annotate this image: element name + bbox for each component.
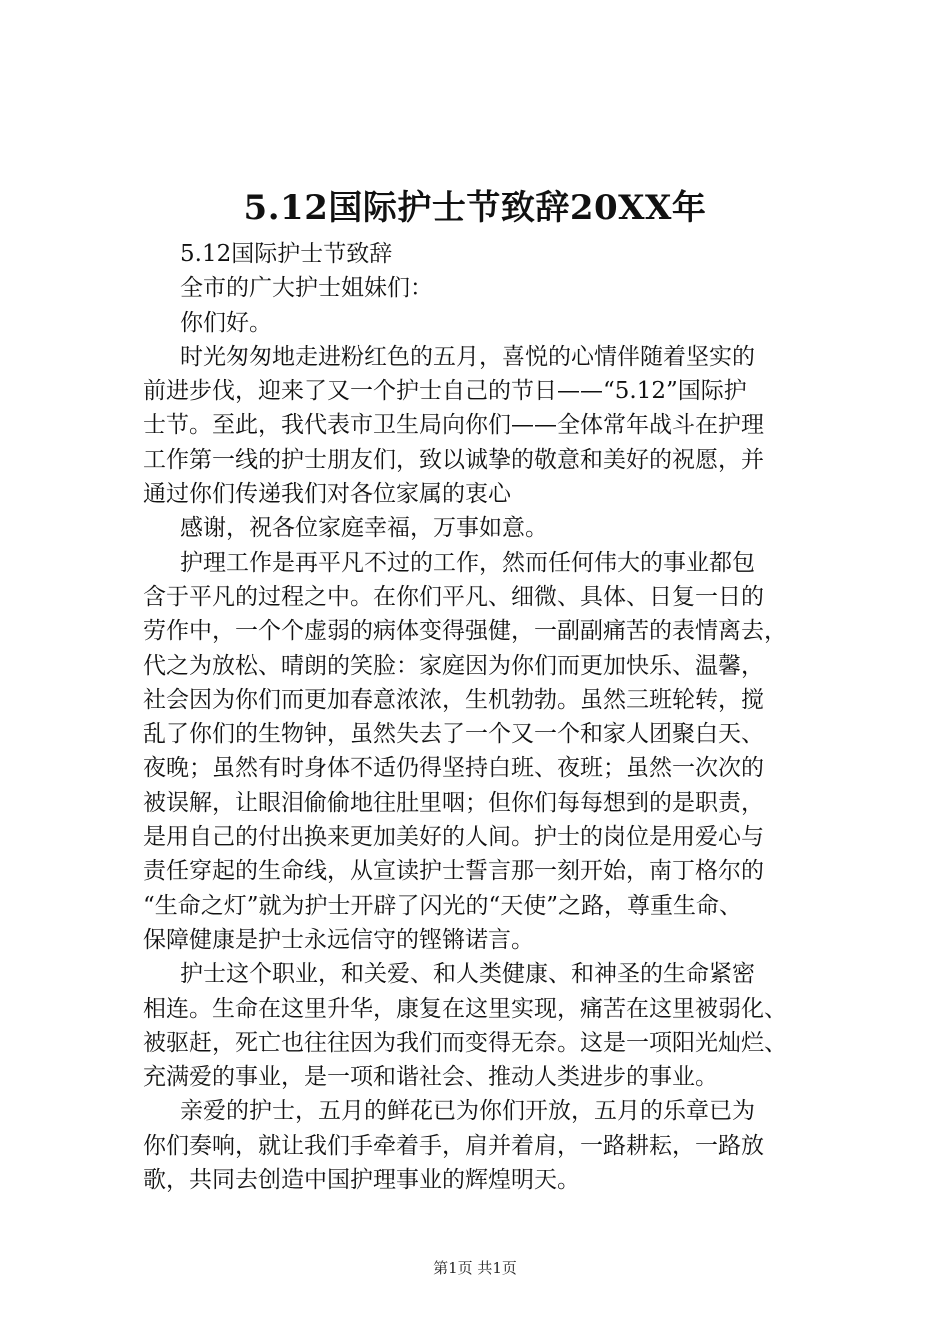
text-line: 被驱赶，死亡也往往因为我们而变得无奈。这是一项阳光灿烂、 bbox=[143, 1029, 787, 1056]
text-line: 士节。至此，我代表市卫生局向你们——全体常年战斗在护理 bbox=[143, 412, 764, 439]
text-line: 前进步伐，迎来了又一个护士自己的节日——“5.12”国际护 bbox=[143, 378, 747, 405]
text-line: 护理工作是再平凡不过的工作，然而任何伟大的事业都包 bbox=[180, 549, 755, 576]
text-line: 夜晚；虽然有时身体不适仍得坚持白班、夜班；虽然一次次的 bbox=[143, 755, 764, 782]
page-footer: 第1页 共1页 bbox=[433, 1259, 517, 1277]
text-line: 被误解，让眼泪偷偷地往肚里咽；但你们每每想到的是职责， bbox=[143, 789, 764, 816]
text-line: 保障健康是护士永远信守的铿锵诺言。 bbox=[143, 926, 534, 953]
text-line: 责任穿起的生命线，从宣读护士誓言那一刻开始，南丁格尔的 bbox=[143, 858, 764, 885]
text-line: 时光匆匆地走进粉红色的五月，喜悦的心情伴随着坚实的 bbox=[180, 343, 755, 370]
text-line: 通过你们传递我们对各位家属的衷心 bbox=[143, 481, 511, 508]
text-line: “生命之灯”就为护士开辟了闪光的“天使”之路，尊重生命、 bbox=[143, 892, 743, 919]
document-title: 5.12国际护士节致辞20XX年 bbox=[243, 188, 707, 228]
text-line: 歌，共同去创造中国护理事业的辉煌明天。 bbox=[143, 1167, 580, 1194]
text-line: 代之为放松、晴朗的笑脸：家庭因为你们而更加快乐、温馨， bbox=[143, 652, 764, 679]
text-line: 社会因为你们而更加春意浓浓，生机勃勃。虽然三班轮转，搅 bbox=[143, 686, 764, 713]
text-line: 你们好。 bbox=[180, 309, 272, 336]
text-line: 乱了你们的生物钟，虽然失去了一个又一个和家人团聚白天、 bbox=[143, 721, 764, 748]
text-line: 你们奏响，就让我们手牵着手，肩并着肩，一路耕耘，一路放 bbox=[143, 1132, 764, 1159]
text-line: 含于平凡的过程之中。在你们平凡、细微、具体、日复一日的 bbox=[143, 583, 764, 610]
text-line: 感谢，祝各位家庭幸福，万事如意。 bbox=[180, 515, 548, 542]
document-body bbox=[143, 237, 833, 1197]
text-line: 5.12国际护士节致辞 bbox=[180, 241, 393, 267]
text-line: 亲爱的护士，五月的鲜花已为你们开放，五月的乐章已为 bbox=[180, 1098, 755, 1125]
text-line: 工作第一线的护士朋友们，致以诚挚的敬意和美好的祝愿，并 bbox=[143, 446, 764, 473]
text-line: 劳作中，一个个虚弱的病体变得强健，一副副痛苦的表情离去， bbox=[143, 618, 787, 645]
text-line: 相连。生命在这里升华，康复在这里实现，痛苦在这里被弱化、 bbox=[143, 995, 787, 1022]
text-line: 全市的广大护士姐妹们： bbox=[180, 275, 433, 302]
text-line: 护士这个职业，和关爱、和人类健康、和神圣的生命紧密 bbox=[180, 961, 755, 988]
text-line: 充满爱的事业，是一项和谐社会、推动人类进步的事业。 bbox=[143, 1064, 718, 1091]
text-line: 是用自己的付出换来更加美好的人间。护士的岗位是用爱心与 bbox=[143, 824, 764, 851]
